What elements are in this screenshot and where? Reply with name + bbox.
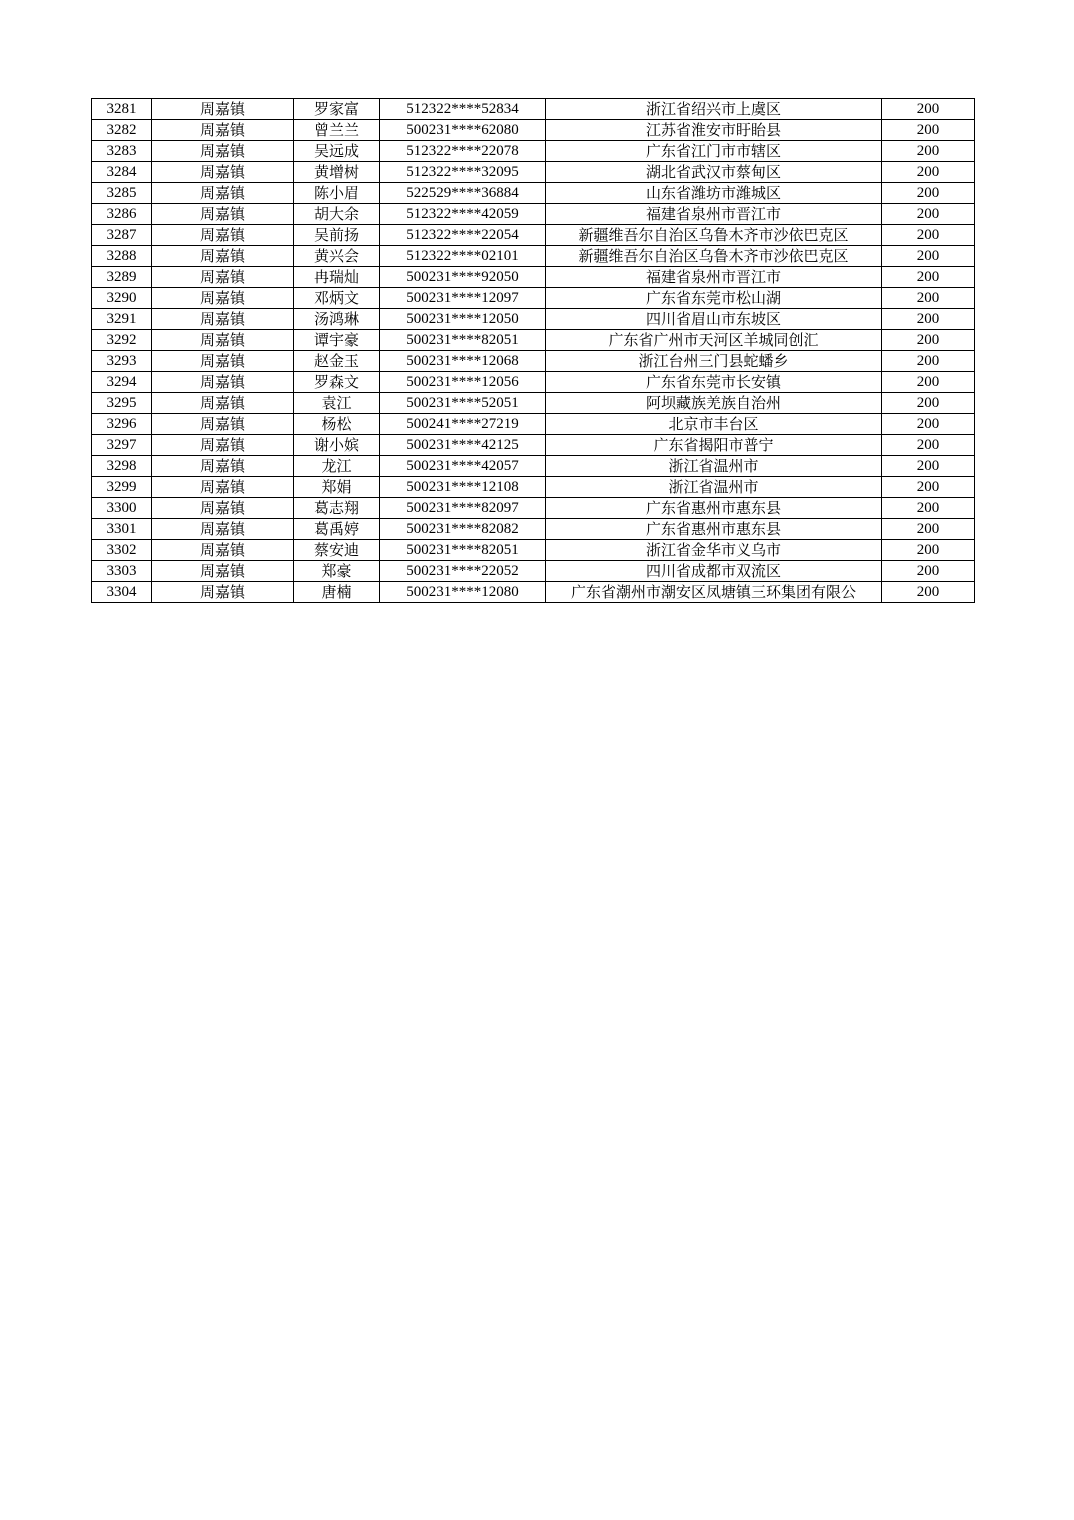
address-cell: 江苏省淮安市盱眙县 xyxy=(546,120,882,141)
address-cell: 广东省揭阳市普宁 xyxy=(546,435,882,456)
town-cell: 周嘉镇 xyxy=(152,351,294,372)
table-row xyxy=(92,288,975,309)
id-number-cell: 500231****12097 xyxy=(380,288,546,309)
row-number-cell: 3290 xyxy=(92,288,152,309)
id-number-cell: 512322****32095 xyxy=(380,162,546,183)
town-cell: 周嘉镇 xyxy=(152,99,294,120)
town-cell: 周嘉镇 xyxy=(152,120,294,141)
address-cell: 广东省惠州市惠东县 xyxy=(546,519,882,540)
town-cell: 周嘉镇 xyxy=(152,141,294,162)
table-row xyxy=(92,351,975,372)
amount-cell: 200 xyxy=(882,288,975,309)
amount-cell: 200 xyxy=(882,204,975,225)
id-number-cell: 500231****12056 xyxy=(380,372,546,393)
person-name-cell: 罗森文 xyxy=(294,372,380,393)
address-cell: 广东省广州市天河区羊城同创汇 xyxy=(546,330,882,351)
row-number-cell: 3286 xyxy=(92,204,152,225)
amount-cell: 200 xyxy=(882,414,975,435)
town-cell: 周嘉镇 xyxy=(152,162,294,183)
row-number-cell: 3303 xyxy=(92,561,152,582)
person-name-cell: 唐楠 xyxy=(294,582,380,603)
town-cell: 周嘉镇 xyxy=(152,561,294,582)
table-row xyxy=(92,519,975,540)
town-cell: 周嘉镇 xyxy=(152,498,294,519)
person-name-cell: 陈小眉 xyxy=(294,183,380,204)
person-name-cell: 曾兰兰 xyxy=(294,120,380,141)
amount-cell: 200 xyxy=(882,519,975,540)
town-cell: 周嘉镇 xyxy=(152,414,294,435)
id-number-cell: 500231****12050 xyxy=(380,309,546,330)
id-number-cell: 512322****02101 xyxy=(380,246,546,267)
id-number-cell: 500231****12108 xyxy=(380,477,546,498)
town-cell: 周嘉镇 xyxy=(152,330,294,351)
town-cell: 周嘉镇 xyxy=(152,309,294,330)
address-cell: 浙江省金华市义乌市 xyxy=(546,540,882,561)
table-row xyxy=(92,435,975,456)
address-cell: 四川省眉山市东坡区 xyxy=(546,309,882,330)
id-number-cell: 500231****42057 xyxy=(380,456,546,477)
amount-cell: 200 xyxy=(882,540,975,561)
row-number-cell: 3298 xyxy=(92,456,152,477)
person-name-cell: 邓炳文 xyxy=(294,288,380,309)
table-row xyxy=(92,372,975,393)
town-cell: 周嘉镇 xyxy=(152,246,294,267)
town-cell: 周嘉镇 xyxy=(152,540,294,561)
table-row xyxy=(92,414,975,435)
amount-cell: 200 xyxy=(882,477,975,498)
id-number-cell: 512322****22078 xyxy=(380,141,546,162)
town-cell: 周嘉镇 xyxy=(152,393,294,414)
row-number-cell: 3283 xyxy=(92,141,152,162)
address-cell: 广东省潮州市潮安区凤塘镇三环集团有限公 xyxy=(546,582,882,603)
address-cell: 福建省泉州市晋江市 xyxy=(546,267,882,288)
amount-cell: 200 xyxy=(882,330,975,351)
amount-cell: 200 xyxy=(882,309,975,330)
address-cell: 四川省成都市双流区 xyxy=(546,561,882,582)
person-name-cell: 黄增树 xyxy=(294,162,380,183)
table-row xyxy=(92,267,975,288)
row-number-cell: 3304 xyxy=(92,582,152,603)
table-row xyxy=(92,582,975,603)
person-name-cell: 葛志翔 xyxy=(294,498,380,519)
person-name-cell: 吴前扬 xyxy=(294,225,380,246)
id-number-cell: 512322****42059 xyxy=(380,204,546,225)
town-cell: 周嘉镇 xyxy=(152,372,294,393)
town-cell: 周嘉镇 xyxy=(152,204,294,225)
address-cell: 北京市丰台区 xyxy=(546,414,882,435)
table-body xyxy=(92,99,975,603)
address-cell: 山东省潍坊市潍城区 xyxy=(546,183,882,204)
person-name-cell: 郑豪 xyxy=(294,561,380,582)
amount-cell: 200 xyxy=(882,372,975,393)
person-name-cell: 罗家富 xyxy=(294,99,380,120)
row-number-cell: 3287 xyxy=(92,225,152,246)
amount-cell: 200 xyxy=(882,393,975,414)
amount-cell: 200 xyxy=(882,456,975,477)
id-number-cell: 500231****22052 xyxy=(380,561,546,582)
row-number-cell: 3295 xyxy=(92,393,152,414)
id-number-cell: 500231****42125 xyxy=(380,435,546,456)
table-row xyxy=(92,561,975,582)
address-cell: 浙江省温州市 xyxy=(546,477,882,498)
amount-cell: 200 xyxy=(882,183,975,204)
id-number-cell: 512322****52834 xyxy=(380,99,546,120)
amount-cell: 200 xyxy=(882,435,975,456)
person-name-cell: 胡大余 xyxy=(294,204,380,225)
row-number-cell: 3297 xyxy=(92,435,152,456)
town-cell: 周嘉镇 xyxy=(152,582,294,603)
address-cell: 浙江台州三门县蛇蟠乡 xyxy=(546,351,882,372)
town-cell: 周嘉镇 xyxy=(152,519,294,540)
id-number-cell: 512322****22054 xyxy=(380,225,546,246)
person-name-cell: 杨松 xyxy=(294,414,380,435)
town-cell: 周嘉镇 xyxy=(152,288,294,309)
recipient-table xyxy=(91,98,975,603)
address-cell: 福建省泉州市晋江市 xyxy=(546,204,882,225)
table-row xyxy=(92,330,975,351)
amount-cell: 200 xyxy=(882,99,975,120)
table-row xyxy=(92,183,975,204)
id-number-cell: 500231****12080 xyxy=(380,582,546,603)
id-number-cell: 500231****52051 xyxy=(380,393,546,414)
table-row xyxy=(92,246,975,267)
row-number-cell: 3291 xyxy=(92,309,152,330)
table-row xyxy=(92,120,975,141)
row-number-cell: 3294 xyxy=(92,372,152,393)
address-cell: 新疆维吾尔自治区乌鲁木齐市沙依巴克区 xyxy=(546,246,882,267)
amount-cell: 200 xyxy=(882,582,975,603)
table-row xyxy=(92,162,975,183)
row-number-cell: 3288 xyxy=(92,246,152,267)
row-number-cell: 3293 xyxy=(92,351,152,372)
person-name-cell: 黄兴会 xyxy=(294,246,380,267)
person-name-cell: 赵金玉 xyxy=(294,351,380,372)
table-row xyxy=(92,204,975,225)
table-row xyxy=(92,141,975,162)
amount-cell: 200 xyxy=(882,162,975,183)
row-number-cell: 3281 xyxy=(92,99,152,120)
town-cell: 周嘉镇 xyxy=(152,225,294,246)
table-row xyxy=(92,309,975,330)
table-row xyxy=(92,99,975,120)
address-cell: 广东省江门市市辖区 xyxy=(546,141,882,162)
address-cell: 广东省惠州市惠东县 xyxy=(546,498,882,519)
row-number-cell: 3289 xyxy=(92,267,152,288)
person-name-cell: 汤鸿琳 xyxy=(294,309,380,330)
amount-cell: 200 xyxy=(882,351,975,372)
id-number-cell: 500231****92050 xyxy=(380,267,546,288)
row-number-cell: 3284 xyxy=(92,162,152,183)
address-cell: 广东省东莞市长安镇 xyxy=(546,372,882,393)
person-name-cell: 郑娟 xyxy=(294,477,380,498)
person-name-cell: 谢小嫔 xyxy=(294,435,380,456)
person-name-cell: 吴远成 xyxy=(294,141,380,162)
person-name-cell: 谭宇豪 xyxy=(294,330,380,351)
amount-cell: 200 xyxy=(882,267,975,288)
row-number-cell: 3299 xyxy=(92,477,152,498)
address-cell: 新疆维吾尔自治区乌鲁木齐市沙依巴克区 xyxy=(546,225,882,246)
address-cell: 湖北省武汉市蔡甸区 xyxy=(546,162,882,183)
id-number-cell: 500231****82051 xyxy=(380,330,546,351)
person-name-cell: 袁江 xyxy=(294,393,380,414)
address-cell: 广东省东莞市松山湖 xyxy=(546,288,882,309)
id-number-cell: 522529****36884 xyxy=(380,183,546,204)
id-number-cell: 500241****27219 xyxy=(380,414,546,435)
address-cell: 浙江省绍兴市上虞区 xyxy=(546,99,882,120)
table-row xyxy=(92,540,975,561)
amount-cell: 200 xyxy=(882,561,975,582)
person-name-cell: 葛禹婷 xyxy=(294,519,380,540)
id-number-cell: 500231****12068 xyxy=(380,351,546,372)
amount-cell: 200 xyxy=(882,225,975,246)
row-number-cell: 3292 xyxy=(92,330,152,351)
amount-cell: 200 xyxy=(882,120,975,141)
person-name-cell: 蔡安迪 xyxy=(294,540,380,561)
amount-cell: 200 xyxy=(882,498,975,519)
person-name-cell: 冉瑞灿 xyxy=(294,267,380,288)
town-cell: 周嘉镇 xyxy=(152,267,294,288)
town-cell: 周嘉镇 xyxy=(152,435,294,456)
row-number-cell: 3300 xyxy=(92,498,152,519)
table-row xyxy=(92,456,975,477)
row-number-cell: 3296 xyxy=(92,414,152,435)
id-number-cell: 500231****62080 xyxy=(380,120,546,141)
table-row xyxy=(92,393,975,414)
id-number-cell: 500231****82051 xyxy=(380,540,546,561)
table-row xyxy=(92,498,975,519)
row-number-cell: 3282 xyxy=(92,120,152,141)
row-number-cell: 3301 xyxy=(92,519,152,540)
town-cell: 周嘉镇 xyxy=(152,456,294,477)
town-cell: 周嘉镇 xyxy=(152,183,294,204)
table-row xyxy=(92,225,975,246)
id-number-cell: 500231****82097 xyxy=(380,498,546,519)
address-cell: 阿坝藏族羌族自治州 xyxy=(546,393,882,414)
table-row xyxy=(92,477,975,498)
id-number-cell: 500231****82082 xyxy=(380,519,546,540)
amount-cell: 200 xyxy=(882,141,975,162)
amount-cell: 200 xyxy=(882,246,975,267)
person-name-cell: 龙江 xyxy=(294,456,380,477)
row-number-cell: 3285 xyxy=(92,183,152,204)
address-cell: 浙江省温州市 xyxy=(546,456,882,477)
town-cell: 周嘉镇 xyxy=(152,477,294,498)
row-number-cell: 3302 xyxy=(92,540,152,561)
